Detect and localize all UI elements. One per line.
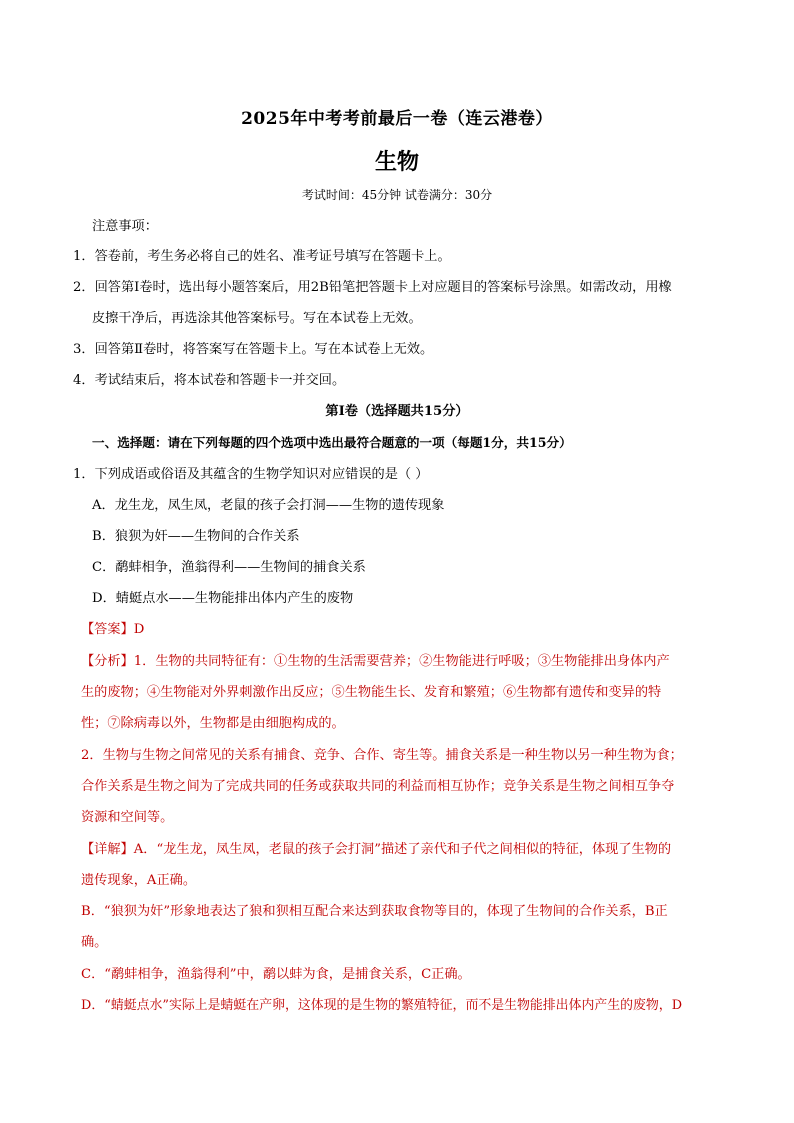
option-a: A．龙生龙，凤生凤，老鼠的孩子会打洞——生物的遗传现象 — [92, 498, 445, 513]
notice-item: 3．回答第Ⅱ卷时，将答案写在答题卡上。写在本试卷上无效。 — [73, 342, 434, 357]
notice-item: 4．考试结束后，将本试卷和答题卡一并交回。 — [73, 373, 346, 388]
question-stem: 1．下列成语或俗语及其蕴含的生物学知识对应错误的是（ ） — [73, 467, 429, 482]
section-heading: 第Ⅰ卷（选择题共15分） — [325, 404, 469, 419]
option-d: D．蜻蜓点水——生物能排出体内产生的废物 — [92, 591, 354, 606]
exam-info: 考试时间：45分钟 试卷满分：30分 — [301, 188, 493, 202]
analysis-text: 1．生物的共同特征有：①生物的生活需要营养；②生物能进行呼吸；③生物能排出身体内产 — [133, 654, 670, 669]
exam-title: 2025年中考考前最后一卷（连云港卷） — [241, 109, 553, 129]
notice-item: 皮擦干净后，再选涂其他答案标号。写在本试卷上无效。 — [92, 311, 422, 326]
detail-line: B．“狼狈为奸”形象地表达了狼和狈相互配合来达到获取食物等目的，体现了生物间的合作关系，B正 — [81, 904, 668, 919]
analysis-line: 2．生物与生物之间常见的关系有捕食、竞争、合作、寄生等。捕食关系是一种生物以另一种生物为食； — [81, 748, 683, 763]
answer-line: 【答案】D — [81, 622, 145, 637]
detail-line: C．“鹬蚌相争，渔翁得利”中，鹬以蚌为食，是捕食关系，C正确。 — [81, 967, 471, 982]
notice-item: 1．答卷前，考生务必将自己的姓名、准考证号填写在答题卡上。 — [73, 249, 451, 264]
detail-label: 【详解】 — [81, 842, 134, 857]
subject-title: 生物 — [374, 149, 419, 175]
option-b: B．狼狈为奸——生物间的合作关系 — [92, 529, 300, 544]
notice-item: 2．回答第Ⅰ卷时，选出每小题答案后，用2B铅笔把答题卡上对应题目的答案标号涂黑。如需改动，用橡 — [73, 280, 672, 295]
option-c: C．鹬蚌相争，渔翁得利——生物间的捕食关系 — [92, 560, 366, 575]
detail-line — [81, 841, 671, 859]
analysis-label: 【分析】 — [81, 654, 134, 669]
section-instruction: 一、选择题：请在下列每题的四个选项中选出最符合题意的一项（每题1分，共15分） — [92, 435, 572, 450]
detail-line: 确。 — [81, 935, 108, 950]
analysis-line — [81, 653, 670, 671]
analysis-line: 资源和空间等。 — [81, 810, 174, 825]
analysis-line: 生的废物；④生物能对外界刺激作出反应；⑤生物能生长、发育和繁殖；⑥生物都有遗传和变异的特 — [81, 685, 662, 700]
notice-heading: 注意事项： — [92, 219, 158, 234]
detail-text: A．“龙生龙，凤生凤，老鼠的孩子会打洞”描述了亲代和子代之间相似的特征，体现了生物的 — [133, 842, 672, 857]
detail-line: D．“蜻蜓点水”实际上是蜻蜓在产卵，这体现的是生物的繁殖特征，而不是生物能排出体内产生的废物，D — [81, 998, 683, 1013]
analysis-line: 合作关系是生物之间为了完成共同的任务或获取共同的利益而相互协作；竞争关系是生物之间相互争夺 — [81, 779, 675, 794]
analysis-line: 性；⑦除病毒以外，生物都是由细胞构成的。 — [81, 716, 345, 731]
detail-line: 遗传现象，A正确。 — [81, 873, 197, 888]
